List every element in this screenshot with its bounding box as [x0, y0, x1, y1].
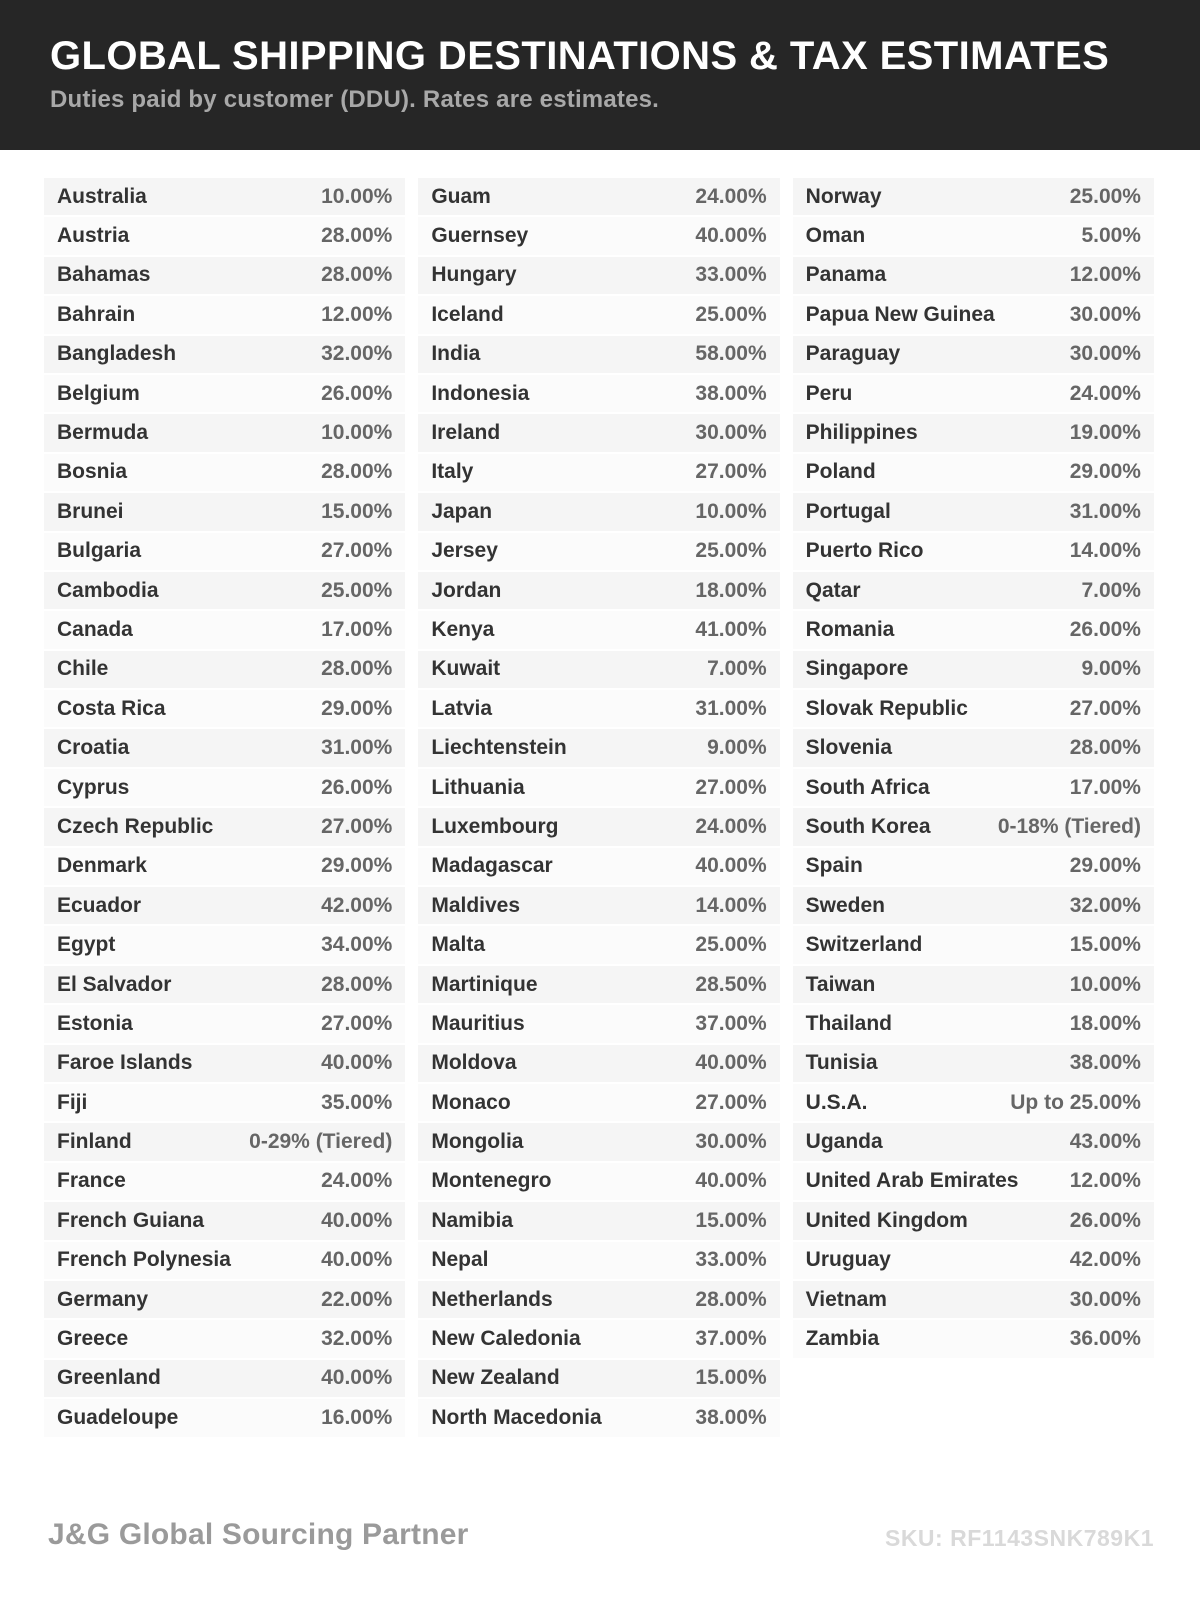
table-row — [793, 808, 1154, 845]
table-row — [418, 414, 779, 451]
tax-rate: 12.00% — [321, 302, 393, 326]
tax-rate: 25.00% — [1069, 184, 1141, 208]
country-name: Singapore — [805, 657, 909, 681]
table-row — [418, 1202, 779, 1239]
country-name: Spain — [805, 854, 863, 878]
table-row — [44, 296, 405, 333]
country-name: Peru — [805, 381, 853, 405]
country-name: United Arab Emirates — [805, 1169, 1019, 1193]
tax-rate: 18.00% — [1069, 1011, 1141, 1035]
table-row — [418, 257, 779, 294]
country-name: El Salvador — [57, 972, 172, 996]
country-name: Croatia — [57, 736, 130, 760]
table-row — [44, 1123, 405, 1160]
tax-rate: 38.00% — [695, 381, 767, 405]
rate-table — [418, 178, 779, 1439]
table-row — [44, 690, 405, 727]
tax-rate: 15.00% — [695, 1208, 767, 1232]
tax-rate: 26.00% — [1069, 1208, 1141, 1232]
table-row — [418, 1242, 779, 1279]
tax-rate: 0-29% (Tiered) — [249, 1130, 393, 1154]
table-row — [44, 769, 405, 806]
table-row — [418, 887, 779, 924]
tax-rate: 28.00% — [321, 263, 393, 287]
tax-rate: 36.00% — [1069, 1327, 1141, 1351]
country-name: Kenya — [431, 617, 495, 641]
country-name: Australia — [57, 184, 147, 208]
table-row — [793, 769, 1154, 806]
country-name: Poland — [805, 460, 876, 484]
country-name: Kuwait — [431, 657, 501, 681]
country-name: Moldova — [431, 1051, 517, 1075]
country-name: Romania — [805, 617, 895, 641]
tax-rate: 28.00% — [321, 972, 393, 996]
tax-rate: 10.00% — [321, 421, 393, 445]
table-row — [793, 414, 1154, 451]
tax-rate: 16.00% — [321, 1405, 393, 1429]
table-row — [418, 848, 779, 885]
country-name: Vietnam — [805, 1287, 887, 1311]
country-name: Zambia — [805, 1327, 880, 1351]
tax-rate: 25.00% — [695, 933, 767, 957]
table-row — [418, 1360, 779, 1397]
table-row — [418, 533, 779, 570]
tax-rate: 27.00% — [695, 775, 767, 799]
country-name: U.S.A. — [805, 1090, 868, 1114]
tax-rate: 28.00% — [695, 1287, 767, 1311]
country-name: Bermuda — [57, 421, 149, 445]
country-name: Luxembourg — [431, 814, 559, 838]
tax-rate: 18.00% — [695, 578, 767, 602]
table-row — [418, 375, 779, 412]
tax-rate: 26.00% — [321, 381, 393, 405]
tax-rate: 28.00% — [321, 657, 393, 681]
tax-rate: 29.00% — [1069, 460, 1141, 484]
country-name: Lithuania — [431, 775, 525, 799]
tax-rate: 32.00% — [321, 1327, 393, 1351]
country-name: Mongolia — [431, 1130, 524, 1154]
country-name: French Polynesia — [57, 1248, 231, 1272]
tax-rate: 15.00% — [1069, 933, 1141, 957]
country-name: Madagascar — [431, 854, 553, 878]
tax-rate: 31.00% — [695, 696, 767, 720]
country-name: South Africa — [805, 775, 930, 799]
country-name: Martinique — [431, 972, 538, 996]
country-name: Thailand — [805, 1011, 892, 1035]
table-row — [418, 336, 779, 373]
country-name: Brunei — [57, 499, 124, 523]
country-name: Chile — [57, 657, 109, 681]
tax-rate: 25.00% — [695, 539, 767, 563]
country-name: North Macedonia — [431, 1405, 602, 1429]
table-row — [418, 769, 779, 806]
table-row — [44, 729, 405, 766]
tax-rate: 33.00% — [695, 1248, 767, 1272]
country-name: Latvia — [431, 696, 493, 720]
country-name: Maldives — [431, 893, 521, 917]
table-row — [793, 1123, 1154, 1160]
country-name: Switzerland — [805, 933, 923, 957]
table-row — [418, 808, 779, 845]
table-row — [44, 178, 405, 215]
tax-rate: 10.00% — [321, 184, 393, 208]
table-row — [793, 1084, 1154, 1121]
table-row — [418, 572, 779, 609]
tax-rate: 28.00% — [321, 224, 393, 248]
tax-rate: 27.00% — [321, 814, 393, 838]
table-row — [418, 1084, 779, 1121]
tax-rate: 33.00% — [695, 263, 767, 287]
tax-rate: 38.00% — [695, 1405, 767, 1429]
table-row — [418, 217, 779, 254]
table-row — [418, 178, 779, 215]
tax-rate: 15.00% — [695, 1366, 767, 1390]
country-name: South Korea — [805, 814, 931, 838]
country-name: Oman — [805, 224, 866, 248]
tax-rate: 41.00% — [695, 617, 767, 641]
tax-rate: 30.00% — [1069, 302, 1141, 326]
country-name: Bangladesh — [57, 342, 177, 366]
rate-tables-container — [44, 178, 1154, 1439]
table-row — [44, 533, 405, 570]
table-row — [418, 651, 779, 688]
tax-rate: 27.00% — [321, 1011, 393, 1035]
country-name: Monaco — [431, 1090, 511, 1114]
table-row — [793, 178, 1154, 215]
country-name: Paraguay — [805, 342, 901, 366]
country-name: Philippines — [805, 421, 918, 445]
country-name: Tunisia — [805, 1051, 878, 1075]
tax-rate: 40.00% — [321, 1208, 393, 1232]
country-name: Czech Republic — [57, 814, 214, 838]
tax-rate: 42.00% — [321, 893, 393, 917]
table-row — [793, 493, 1154, 530]
table-row — [418, 1005, 779, 1042]
tax-rate: 30.00% — [1069, 1287, 1141, 1311]
country-name: Belgium — [57, 381, 140, 405]
tax-rate: 32.00% — [321, 342, 393, 366]
country-name: Italy — [431, 460, 474, 484]
table-row — [418, 493, 779, 530]
country-name: Liechtenstein — [431, 736, 567, 760]
tax-rate: 40.00% — [695, 854, 767, 878]
tax-rate: 35.00% — [321, 1090, 393, 1114]
table-row — [418, 1399, 779, 1436]
table-row — [44, 217, 405, 254]
table-row — [793, 651, 1154, 688]
country-name: Finland — [57, 1130, 132, 1154]
table-row — [793, 887, 1154, 924]
tax-rate: 31.00% — [1069, 499, 1141, 523]
table-row — [793, 336, 1154, 373]
tax-rate: 28.50% — [695, 972, 767, 996]
country-name: New Zealand — [431, 1366, 560, 1390]
country-name: Bosnia — [57, 460, 128, 484]
tax-rate: 34.00% — [321, 933, 393, 957]
table-row — [793, 257, 1154, 294]
tax-rate: 17.00% — [321, 617, 393, 641]
table-row — [793, 966, 1154, 1003]
tax-rate: 10.00% — [1069, 972, 1141, 996]
table-row — [418, 1045, 779, 1082]
rate-table — [44, 178, 405, 1439]
country-name: Estonia — [57, 1011, 133, 1035]
tax-rate: 40.00% — [695, 224, 767, 248]
table-row — [44, 1084, 405, 1121]
table-row — [44, 848, 405, 885]
table-row — [418, 690, 779, 727]
country-name: Guadeloupe — [57, 1405, 179, 1429]
country-name: Taiwan — [805, 972, 876, 996]
country-name: Costa Rica — [57, 696, 166, 720]
country-name: Greece — [57, 1327, 129, 1351]
country-name: Canada — [57, 617, 133, 641]
tax-rate: 9.00% — [1081, 657, 1141, 681]
tax-rate: 9.00% — [707, 736, 767, 760]
tax-rate: 15.00% — [321, 499, 393, 523]
table-row — [44, 1399, 405, 1436]
country-name: New Caledonia — [431, 1327, 581, 1351]
tax-rate: 27.00% — [695, 1090, 767, 1114]
tax-rate: 14.00% — [1069, 539, 1141, 563]
table-row — [793, 926, 1154, 963]
tax-rate: 12.00% — [1069, 1169, 1141, 1193]
tax-rate: 14.00% — [695, 893, 767, 917]
table-row — [418, 1123, 779, 1160]
tax-rate: 22.00% — [321, 1287, 393, 1311]
tax-rate: 19.00% — [1069, 421, 1141, 445]
table-row — [793, 1045, 1154, 1082]
country-name: Jordan — [431, 578, 502, 602]
country-name: Puerto Rico — [805, 539, 924, 563]
table-row — [793, 729, 1154, 766]
country-name: Namibia — [431, 1208, 514, 1232]
table-row — [44, 966, 405, 1003]
tax-rate: 29.00% — [1069, 854, 1141, 878]
country-name: Norway — [805, 184, 882, 208]
tax-rate: 29.00% — [321, 696, 393, 720]
country-name: Nepal — [431, 1248, 489, 1272]
table-row — [793, 217, 1154, 254]
table-row — [44, 611, 405, 648]
table-row — [44, 1045, 405, 1082]
table-row — [44, 651, 405, 688]
table-row — [44, 572, 405, 609]
country-name: Bahamas — [57, 263, 151, 287]
tax-rate: 24.00% — [1069, 381, 1141, 405]
country-name: Egypt — [57, 933, 116, 957]
country-name: Uruguay — [805, 1248, 891, 1272]
table-row — [44, 1163, 405, 1200]
tax-rate: 58.00% — [695, 342, 767, 366]
table-row — [793, 848, 1154, 885]
country-name: Jersey — [431, 539, 498, 563]
country-name: Qatar — [805, 578, 861, 602]
brand-name: J&G Global Sourcing Partner — [48, 1518, 469, 1551]
tax-rate: 5.00% — [1081, 224, 1141, 248]
country-name: Mauritius — [431, 1011, 525, 1035]
country-name: Sweden — [805, 893, 886, 917]
country-name: Guam — [431, 184, 491, 208]
table-row — [44, 257, 405, 294]
country-name: Montenegro — [431, 1169, 552, 1193]
tax-rate: Up to 25.00% — [1010, 1090, 1141, 1114]
page-subtitle: Duties paid by customer (DDU). Rates are estimates. — [50, 86, 660, 113]
country-name: United Kingdom — [805, 1208, 968, 1232]
tax-rate: 27.00% — [695, 460, 767, 484]
table-row — [44, 1005, 405, 1042]
tax-rate: 40.00% — [321, 1248, 393, 1272]
tax-rate: 30.00% — [695, 1130, 767, 1154]
tax-rate: 24.00% — [695, 184, 767, 208]
country-name: Fiji — [57, 1090, 88, 1114]
table-row — [44, 336, 405, 373]
tax-rate: 43.00% — [1069, 1130, 1141, 1154]
country-name: Iceland — [431, 302, 504, 326]
tax-rate: 26.00% — [1069, 617, 1141, 641]
table-row — [44, 375, 405, 412]
country-name: Faroe Islands — [57, 1051, 193, 1075]
page-title: GLOBAL SHIPPING DESTINATIONS & TAX ESTIMATES — [50, 34, 1110, 78]
table-row — [44, 1360, 405, 1397]
country-name: Malta — [431, 933, 486, 957]
country-name: Ireland — [431, 421, 501, 445]
footer — [48, 1518, 1154, 1552]
table-row — [44, 1242, 405, 1279]
table-row — [418, 1281, 779, 1318]
tax-rate: 26.00% — [321, 775, 393, 799]
tax-rate: 31.00% — [321, 736, 393, 760]
table-row — [418, 966, 779, 1003]
tax-rate: 40.00% — [321, 1366, 393, 1390]
header-banner — [0, 0, 1200, 150]
table-row — [793, 1005, 1154, 1042]
country-name: Bahrain — [57, 302, 136, 326]
country-name: Germany — [57, 1287, 149, 1311]
country-name: Cambodia — [57, 578, 159, 602]
sku-label: SKU: RF1143SNK789K1 — [884, 1525, 1154, 1551]
country-name: India — [431, 342, 481, 366]
rate-table — [793, 178, 1154, 1360]
table-row — [44, 1202, 405, 1239]
country-name: Indonesia — [431, 381, 530, 405]
table-row — [793, 375, 1154, 412]
tax-rate: 12.00% — [1069, 263, 1141, 287]
table-row — [418, 1163, 779, 1200]
table-row — [793, 1163, 1154, 1200]
country-name: Austria — [57, 224, 130, 248]
tax-rate: 25.00% — [321, 578, 393, 602]
country-name: Portugal — [805, 499, 891, 523]
tax-rate: 40.00% — [695, 1051, 767, 1075]
table-row — [44, 414, 405, 451]
country-name: Slovak Republic — [805, 696, 968, 720]
table-row — [44, 887, 405, 924]
country-name: Netherlands — [431, 1287, 553, 1311]
tax-rate: 24.00% — [321, 1169, 393, 1193]
tax-rate: 17.00% — [1069, 775, 1141, 799]
country-name: French Guiana — [57, 1208, 205, 1232]
table-row — [418, 611, 779, 648]
table-row — [793, 454, 1154, 491]
country-name: Ecuador — [57, 893, 142, 917]
tax-rate: 37.00% — [695, 1011, 767, 1035]
tax-rate: 42.00% — [1069, 1248, 1141, 1272]
table-row — [44, 454, 405, 491]
tax-rate: 32.00% — [1069, 893, 1141, 917]
table-row — [418, 926, 779, 963]
table-row — [793, 1242, 1154, 1279]
table-row — [793, 1320, 1154, 1357]
table-row — [44, 926, 405, 963]
tax-rate: 28.00% — [1069, 736, 1141, 760]
tax-rate: 27.00% — [321, 539, 393, 563]
tax-rate: 30.00% — [695, 421, 767, 445]
table-row — [44, 1281, 405, 1318]
country-name: France — [57, 1169, 126, 1193]
tax-rate: 27.00% — [1069, 696, 1141, 720]
country-name: Panama — [805, 263, 887, 287]
table-row — [793, 611, 1154, 648]
table-row — [793, 1281, 1154, 1318]
tax-rate: 7.00% — [1081, 578, 1141, 602]
country-name: Cyprus — [57, 775, 130, 799]
country-name: Uganda — [805, 1130, 883, 1154]
tax-rate: 7.00% — [707, 657, 767, 681]
tax-rate: 38.00% — [1069, 1051, 1141, 1075]
tax-rate: 37.00% — [695, 1327, 767, 1351]
table-row — [44, 493, 405, 530]
tax-rate: 28.00% — [321, 460, 393, 484]
table-row — [418, 296, 779, 333]
country-name: Guernsey — [431, 224, 529, 248]
table-row — [44, 1320, 405, 1357]
tax-rate: 10.00% — [695, 499, 767, 523]
table-row — [793, 296, 1154, 333]
country-name: Hungary — [431, 263, 517, 287]
country-name: Bulgaria — [57, 539, 142, 563]
country-name: Greenland — [57, 1366, 161, 1390]
table-row — [44, 808, 405, 845]
table-row — [418, 1320, 779, 1357]
tax-rate: 40.00% — [321, 1051, 393, 1075]
table-row — [793, 572, 1154, 609]
country-name: Japan — [431, 499, 493, 523]
tax-rate: 40.00% — [695, 1169, 767, 1193]
table-row — [793, 690, 1154, 727]
tax-rate: 25.00% — [695, 302, 767, 326]
tax-rate: 24.00% — [695, 814, 767, 838]
country-name: Papua New Guinea — [805, 302, 995, 326]
table-row — [793, 533, 1154, 570]
table-row — [418, 454, 779, 491]
country-name: Denmark — [57, 854, 147, 878]
table-row — [793, 1202, 1154, 1239]
tax-rate: 30.00% — [1069, 342, 1141, 366]
tax-rate: 0-18% (Tiered) — [997, 814, 1141, 838]
tax-rate: 29.00% — [321, 854, 393, 878]
table-row — [418, 729, 779, 766]
country-name: Slovenia — [805, 736, 893, 760]
